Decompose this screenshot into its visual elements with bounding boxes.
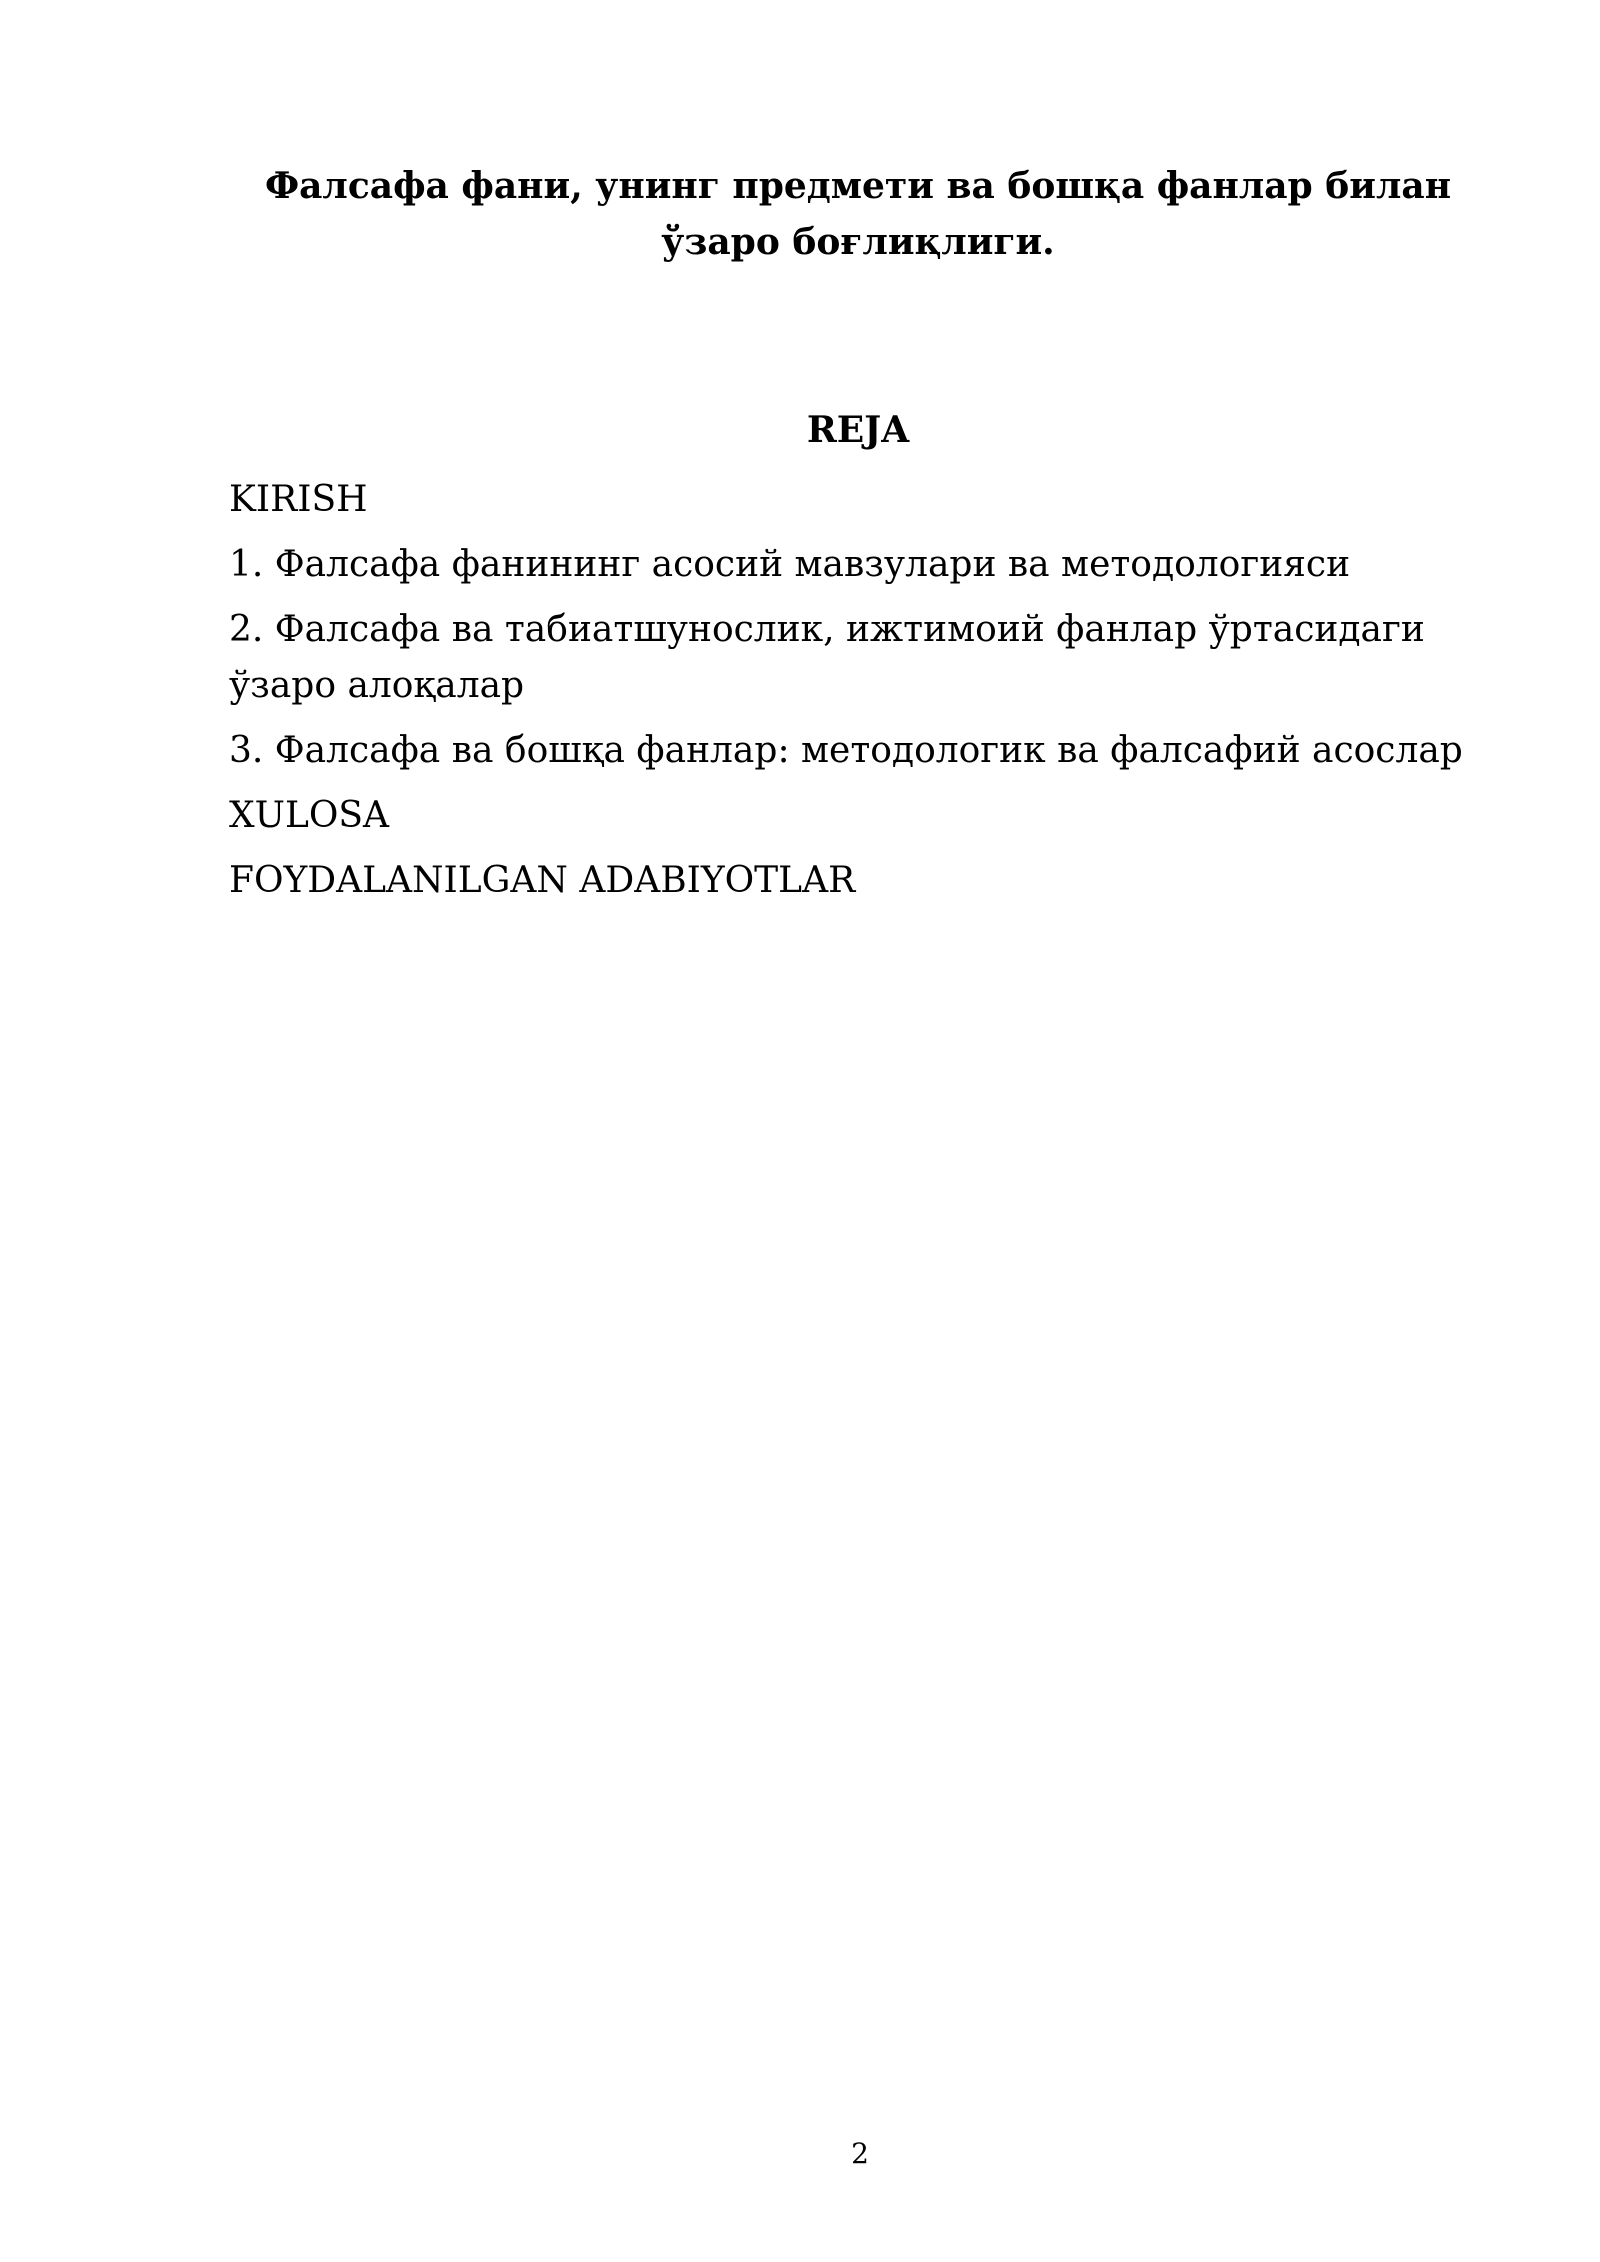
document-title: Фалсафа фани, унинг предмети ва бошқа фанлар билан ўзаро боғлиқлиги. — [264, 165, 1452, 263]
plan-list — [229, 472, 1491, 918]
plan-item-references: FOYDALANILGAN ADABIYOTLAR — [229, 860, 856, 901]
plan-heading: REJA — [806, 409, 910, 451]
plan-item-conclusion: XULOSA — [229, 795, 390, 836]
plan-item-1: 1. Фалсафа фанининг асосий мавзулари ва методологияси — [229, 544, 1351, 585]
plan-item-3: 3. Фалсафа ва бошқа фанлар: методологик ва фалсафий асослар — [229, 730, 1463, 771]
page-number: 2 — [851, 2137, 869, 2170]
plan-item-2: 2. Фалсафа ва табиатшунослик, ижтимоий фанлар ўртасидаги ўзаро алоқалар — [229, 609, 1425, 706]
plan-item-introduction: KIRISH — [229, 479, 368, 520]
